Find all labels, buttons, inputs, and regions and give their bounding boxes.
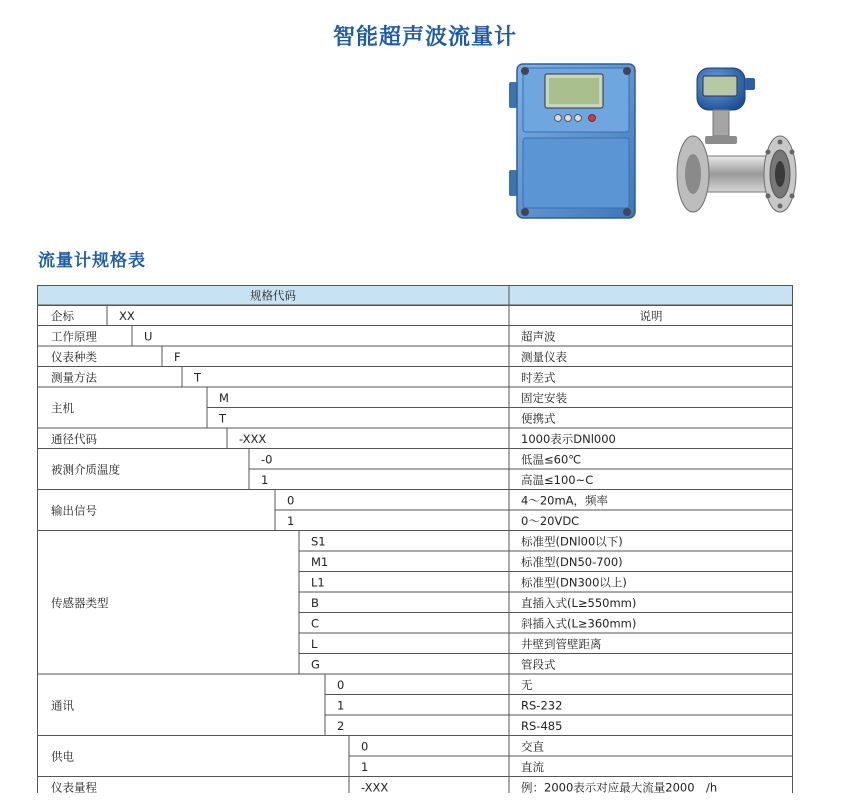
row-label: 被测介质温度 — [51, 462, 120, 477]
spec-description: 测量仪表 — [521, 349, 567, 364]
spec-code: T — [194, 370, 202, 385]
spec-description: RS-485 — [521, 718, 563, 733]
spec-code: XX — [119, 308, 135, 323]
spec-code: F — [174, 349, 181, 364]
spec-table — [37, 285, 793, 793]
spec-description: RS-232 — [521, 698, 563, 713]
spec-description: 直流 — [521, 759, 544, 774]
header-description: 说明 — [639, 308, 663, 323]
spec-description: 超声波 — [521, 329, 556, 344]
spec-description: 无 — [521, 677, 533, 692]
spec-code: 1 — [337, 698, 345, 713]
pipe-flowmeter-image — [675, 62, 800, 220]
spec-code: T — [219, 411, 227, 426]
table-border — [38, 286, 793, 794]
table-header-row — [38, 286, 793, 306]
spec-code: -XXX — [361, 780, 389, 793]
wall-mount-flowmeter-image — [505, 62, 640, 222]
spec-code: 1 — [261, 472, 269, 487]
spec-table-grid — [37, 285, 793, 793]
spec-code: M1 — [311, 554, 329, 569]
spec-description: 井壁到管壁距离 — [521, 636, 602, 651]
spec-description: 交直 — [521, 739, 544, 754]
spec-code: 0 — [287, 493, 295, 508]
header-spec-code: 规格代码 — [250, 288, 296, 303]
spec-description: 固定安装 — [521, 390, 567, 405]
spec-description: 高温≤100~C — [521, 472, 594, 487]
row-label: 通径代码 — [51, 431, 97, 446]
spec-code: L — [311, 636, 318, 651]
row-label: 工作原理 — [51, 329, 97, 344]
spec-code: G — [311, 657, 320, 672]
spec-description: 1000表示DNl000 — [521, 431, 616, 446]
row-label: 供电 — [51, 749, 74, 764]
spec-description: 管段式 — [521, 657, 556, 672]
spec-code: 0 — [337, 677, 345, 692]
spec-code: 1 — [287, 513, 295, 528]
spec-code: M — [219, 390, 229, 405]
spec-code: 2 — [337, 718, 345, 733]
row-label: 仪表量程 — [51, 780, 97, 793]
row-label: 仪表种类 — [51, 349, 97, 364]
spec-description: 标准型(DN50-700) — [521, 554, 623, 569]
page-title: 智能超声波流量计 — [332, 25, 517, 50]
spec-code: B — [311, 595, 319, 610]
spec-description: 时差式 — [521, 370, 556, 385]
spec-description: 斜插入式(L≥360mm) — [521, 616, 637, 631]
spec-code: L1 — [311, 575, 325, 590]
spec-description: 直插入式(L≥550mm) — [521, 595, 637, 610]
spec-description: 标准型(DN300以上) — [521, 575, 627, 590]
spec-description: 标准型(DNl00以下) — [521, 534, 623, 549]
spec-code: 1 — [361, 759, 369, 774]
spec-description: 4～20mA，频率 — [521, 493, 609, 508]
spec-code: 0 — [361, 739, 369, 754]
row-label: 通讯 — [51, 698, 74, 713]
spec-description: 低温≤60℃ — [521, 452, 582, 467]
row-label: 测量方法 — [51, 370, 97, 385]
spec-code: S1 — [311, 534, 326, 549]
spec-code: U — [144, 329, 153, 344]
spec-code: -XXX — [239, 431, 267, 446]
spec-table-title: 流量计规格表 — [38, 251, 146, 271]
spec-code: C — [311, 616, 320, 631]
row-label: 传感器类型 — [51, 595, 109, 610]
spec-description: 例：2000表示对应最大流量2000 /h — [521, 780, 718, 793]
spec-description: 0～20VDC — [521, 513, 580, 528]
row-label: 主机 — [51, 401, 74, 415]
spec-code: -0 — [261, 452, 273, 467]
row-label: 输出信号 — [51, 503, 97, 518]
row-label: 企标 — [51, 308, 74, 323]
spec-description: 便携式 — [521, 411, 556, 426]
